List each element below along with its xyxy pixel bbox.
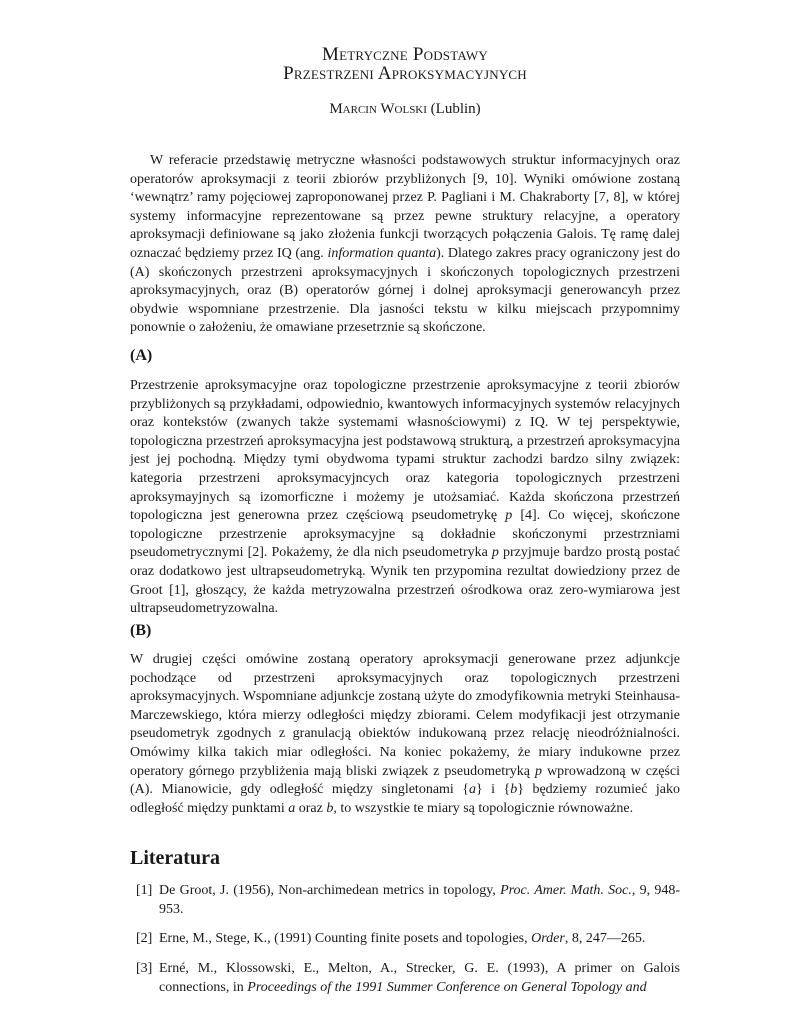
reference-number: [1] (136, 883, 153, 898)
section-b-var-b-1: b (510, 782, 518, 798)
reference-proceedings: Proceedings of the 1991 Summer Conference on General Topology and (247, 979, 647, 995)
section-a-var-p-1: p (505, 508, 513, 524)
author-name: Marcin Wolski (329, 101, 427, 117)
reference-text-after: , 8, 247—265. (564, 931, 646, 946)
section-b-text-1: W drugiej części omówine zostaną operatory aproksymacji generowane przez adjunkcje pochodzące od przestrzeni aproksymacyjnych oraz topologicznych przestrzeni aproksymacyjnych. Wspomniane adjunkcje zostaną użyte do zmodyfikownia metryki Steinhausa-Marczewskiego, która mierzy odległości między zbiorami. Celem modyfikacji jest otrzymanie pseudometryk zgodnych z granulacją obiektów indukowaną przez relację nieodróżnialności. Omówimy kilka takich miar odległości. Na koniec pokażemy, że miary indukowne przez operatory górnego przybliżenia mają bliski związek z pseudometryką (130, 652, 680, 779)
reference-number: [2] (136, 931, 153, 946)
section-b-var-a-1: a (469, 782, 476, 798)
reference-item (130, 882, 680, 919)
section-a-var-p-2: p (491, 545, 499, 561)
reference-text-before: Erne, M., Stege, K., (1991) Counting finite posets and topologies, (159, 931, 532, 946)
abstract-text-2: ). Dlatego zakres pracy ograniczony jest do (A) skończonych przestrzeni aproksymacyjnych i skończonych topologicznych przestrzeni aproksymacyjnych, oraz (B) operatorów górnej i dolnej aproksymacji generowancyh przez obydwie wspomniane przestrzenie. Dla jasności tekstu w kilku miejscach przypomnimy ponownie o założeniu, że omawiane przesetrznie są skończone. (130, 245, 680, 336)
section-b-text-5: oraz (295, 800, 327, 816)
section-b-var-b-2: b (326, 800, 334, 816)
author-affiliation: (Lublin) (430, 101, 481, 117)
paper-title-line-2: Przestrzeni Aproksymacyjnych (283, 63, 527, 84)
section-b-var-a-2: a (288, 800, 296, 816)
reference-text (159, 960, 680, 997)
reference-text-before: De Groot, J. (1956), Non-archimedean metrics in topology, (159, 883, 501, 898)
paper-title-line-1: Metryczne Podstawy (322, 44, 488, 65)
reference-text-before: Erné, M., Klossowski, E., Melton, A., Strecker, G. E. (1993), A primer on Galois connections, in (159, 961, 680, 995)
section-b-paragraph (130, 651, 680, 818)
abstract-italic-term: information quanta (327, 245, 437, 261)
author-line (130, 100, 680, 118)
reference-journal: Order (531, 931, 565, 946)
literature-heading: Literatura (130, 847, 220, 869)
section-b-text-4: } będziemy rozumieć jako odległość między punktami (130, 782, 680, 816)
section-b-text-2: wprowadzoną w części (A). Mianowicie, gdy odległość między singletonami { (130, 763, 680, 798)
section-a-text-3: przyjmuje bardzo prostą postać oraz dodatkowo jest ultrapseudometryką. Wynik ten przypomina rezultat dowiedziony przez de Groot [1], głoszący, że każda metryzowalna przestrzeń ośrodkowa oraz zero-wymiarowa jest ultrapseudometryzowalna. (130, 545, 680, 617)
section-a-heading: (A) (130, 347, 153, 364)
section-b-var-p: p (535, 763, 543, 779)
reference-text-after: , 9, 948-953. (159, 883, 680, 917)
section-a-paragraph (130, 377, 680, 619)
reference-text (159, 930, 680, 949)
reference-text (159, 882, 680, 919)
section-a-text-1: Przestrzenie aproksymacyjne oraz topologiczne przestrzenie aproksymacyjne z teorii zbiorów przybliżonych są przykładami, odpowiednio, kwantowych informacyjnych systemów relacyjnych oraz kontekstów (zwanych także systemami własnościowymi) z IQ. W tej perspektywie, topologiczna przestrzeń aproksymacyjna jest podstawową strukturą, a przestrzeń aproksymacyjna jest jej pochodną. Między tymi obydwoma typami struktur zachodzi bardzo silny związek: kategoria przestrzeni aproksymacyjncych oraz kategoria topologicznych przestrzeni aproksymayjnych są izomorficzne i możemy je utożsamiać. Każda skończona przestrzeń topologiczna jest generowna przez częściową pseudometrykę (130, 378, 680, 524)
reference-item (130, 960, 680, 997)
abstract-text-1: W referacie przedstawię metryczne własności podstawowych struktur informacyjnych oraz operatorów aproksymacji z teorii zbiorów przybliżonych [9, 10]. Wyniki omówione zostaną ‘wewnątrz’ ramy pojęciowej zaproponowanej przez P. Pagliani i M. Chakraborty [7, 8], w której systemy informacyjne reprezentowane są przez pewne struktury relacyjne, a operatory aproksymacji definiowane są jako złożenia funkcji tworzących połączenia Galois. Tę ramę dalej oznaczać będziemy przez IQ (ang. (130, 153, 680, 261)
section-b-heading: (B) (130, 622, 152, 639)
reference-item (130, 930, 680, 949)
section-b-text-3: } i { (476, 782, 511, 798)
reference-journal: Proc. Amer. Math. Soc. (500, 883, 632, 898)
abstract-paragraph (130, 152, 680, 338)
section-a-text-2: [4]. Co więcej, skończone topologiczne przestrzenie aproksymacyjne są dokładnie skończonymi przestrzniami pseudometrycznymi [2]. Pokażemy, że dla nich pseudometryka (130, 508, 680, 561)
reference-number: [3] (136, 961, 153, 976)
section-b-text-6: , to wszystkie te miary są topologicznie równoważne. (333, 800, 634, 816)
